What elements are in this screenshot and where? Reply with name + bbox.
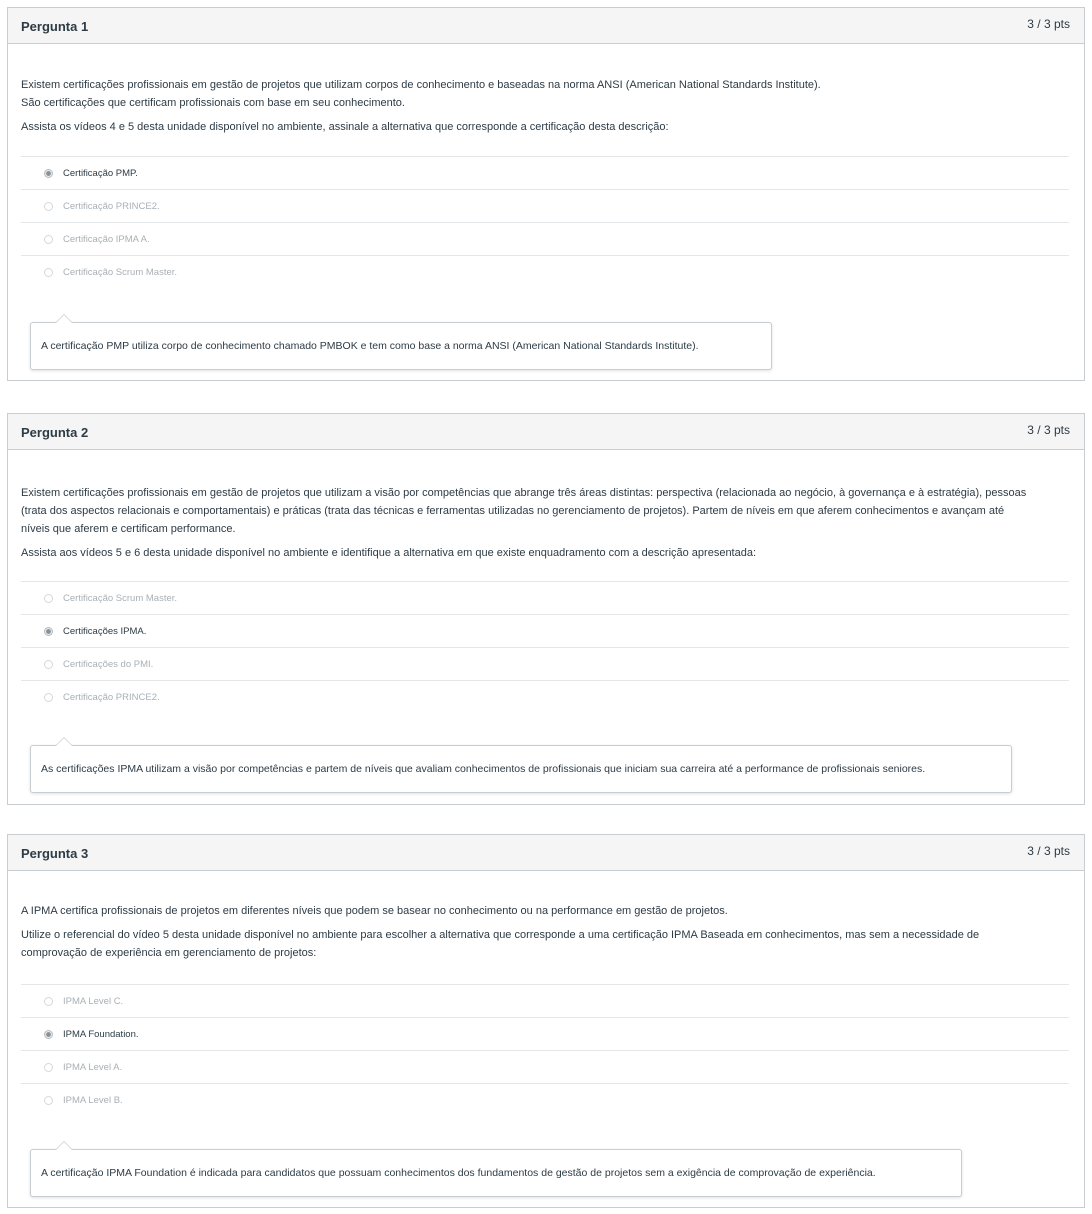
- question-3: [7, 834, 1085, 1208]
- answer-option[interactable]: [21, 190, 1069, 223]
- question-header: [8, 8, 1084, 44]
- answer-label: IPMA Level C.: [63, 995, 124, 1007]
- answer-label: Certificação PRINCE2.: [63, 200, 160, 212]
- answer-list: [21, 984, 1069, 1117]
- radio-icon[interactable]: [44, 997, 53, 1006]
- radio-selected-icon[interactable]: [44, 627, 53, 636]
- radio-icon[interactable]: [44, 202, 53, 211]
- answer-label: Certificação PRINCE2.: [63, 692, 160, 703]
- question-points: 3 / 3 pts: [1027, 17, 1070, 31]
- question-points: 3 / 3 pts: [1027, 844, 1070, 858]
- radio-icon[interactable]: [44, 1063, 53, 1072]
- answer-list: [21, 581, 1069, 714]
- radio-icon[interactable]: [44, 268, 53, 277]
- stem-line: Assista aos vídeos 5 e 6 desta unidade disponível no ambiente e identifique a alternativa em que existe enquadramento com a descrição apresentada:: [21, 547, 757, 559]
- question-stem: [21, 44, 1071, 136]
- question-header: [8, 835, 1084, 871]
- answer-option[interactable]: [21, 223, 1069, 256]
- radio-icon[interactable]: [44, 1096, 53, 1105]
- stem-line: comprovação de experiência em gerenciamento de projetos:: [21, 947, 317, 959]
- question-points: 3 / 3 pts: [1027, 423, 1070, 437]
- feedback-text: As certificações IPMA utilizam a visão por competências e partem de níveis que avaliam conhecimentos de profissionais que iniciam sua carreira até a performance de profissionais seniores.: [41, 763, 926, 775]
- answer-label: IPMA Level B.: [63, 1095, 123, 1106]
- question-body: [8, 450, 1084, 714]
- question-title: Pergunta 2: [21, 425, 89, 440]
- question-header: [8, 414, 1084, 450]
- answer-label: Certificações IPMA.: [63, 625, 147, 637]
- answer-option[interactable]: [21, 157, 1069, 190]
- answer-option[interactable]: [21, 615, 1069, 648]
- answer-feedback: [30, 322, 772, 370]
- question-stem: [21, 871, 1071, 962]
- answer-label: Certificação PMP.: [63, 167, 138, 179]
- question-title: Pergunta 1: [21, 19, 89, 34]
- stem-line: São certificações que certificam profissionais com base em seu conhecimento.: [21, 97, 405, 109]
- answer-option[interactable]: [21, 648, 1069, 681]
- radio-selected-icon[interactable]: [44, 1030, 53, 1039]
- stem-line: Assista os vídeos 4 e 5 desta unidade disponível no ambiente, assinale a alternativa que corresponde a certificação desta descrição:: [21, 121, 669, 133]
- answer-option[interactable]: [21, 985, 1069, 1018]
- question-1: [7, 7, 1085, 381]
- answer-option[interactable]: [21, 1051, 1069, 1084]
- answer-list: [21, 156, 1069, 289]
- radio-selected-icon[interactable]: [44, 169, 53, 178]
- stem-line: A IPMA certifica profissionais de projetos em diferentes níveis que podem se basear no conhecimento ou na performance em gestão de projetos.: [21, 905, 728, 917]
- answer-option[interactable]: [21, 681, 1069, 714]
- question-body: [8, 871, 1084, 1117]
- stem-line: (trata dos aspectos relacionais e comportamentais) e práticas (trata das técnicas e ferramentas utilizadas no gerenciamento de projetos). Partem de níveis em que aferem conhecimentos e avançam até: [21, 505, 1005, 517]
- stem-line: níveis que aferem e certificam performance.: [21, 523, 236, 535]
- stem-line: Existem certificações profissionais em gestão de projetos que utilizam corpos de conhecimento e baseadas na norma ANSI (American National Standards Institute).: [21, 79, 821, 91]
- question-title: Pergunta 3: [21, 846, 89, 861]
- answer-label: IPMA Foundation.: [63, 1028, 139, 1040]
- radio-icon[interactable]: [44, 660, 53, 669]
- radio-icon[interactable]: [44, 594, 53, 603]
- radio-icon[interactable]: [44, 693, 53, 702]
- answer-label: Certificação Scrum Master.: [63, 592, 178, 604]
- answer-option[interactable]: [21, 1018, 1069, 1051]
- question-stem: [21, 450, 1071, 562]
- answer-label: IPMA Level A.: [63, 1061, 123, 1073]
- answer-option[interactable]: [21, 582, 1069, 615]
- answer-option[interactable]: [21, 1084, 1069, 1117]
- feedback-text: A certificação PMP utiliza corpo de conhecimento chamado PMBOK e tem como base a norma ANSI (American National Standards Institute).: [41, 340, 699, 352]
- answer-label: Certificação Scrum Master.: [63, 267, 178, 278]
- stem-line: Utilize o referencial do vídeo 5 desta unidade disponível no ambiente para escolher a alternativa que corresponde a uma certificação IPMA Baseada em conhecimentos, mas sem a necessidade de: [21, 929, 980, 941]
- answer-label: Certificação IPMA A.: [63, 233, 150, 245]
- question-body: [8, 44, 1084, 289]
- answer-feedback: [30, 1149, 962, 1197]
- answer-option[interactable]: [21, 256, 1069, 289]
- feedback-text: A certificação IPMA Foundation é indicada para candidatos que possuam conhecimentos dos fundamentos de gestão de projetos sem a exigência de comprovação de experiência.: [41, 1167, 876, 1179]
- stem-line: Existem certificações profissionais em gestão de projetos que utilizam a visão por competências que abrange três áreas distintas: perspectiva (relacionada ao negócio, à governança e à estratégia), pessoas: [21, 487, 1027, 499]
- radio-icon[interactable]: [44, 235, 53, 244]
- question-2: [7, 413, 1085, 805]
- answer-label: Certificações do PMI.: [63, 658, 154, 670]
- answer-feedback: [30, 745, 1012, 793]
